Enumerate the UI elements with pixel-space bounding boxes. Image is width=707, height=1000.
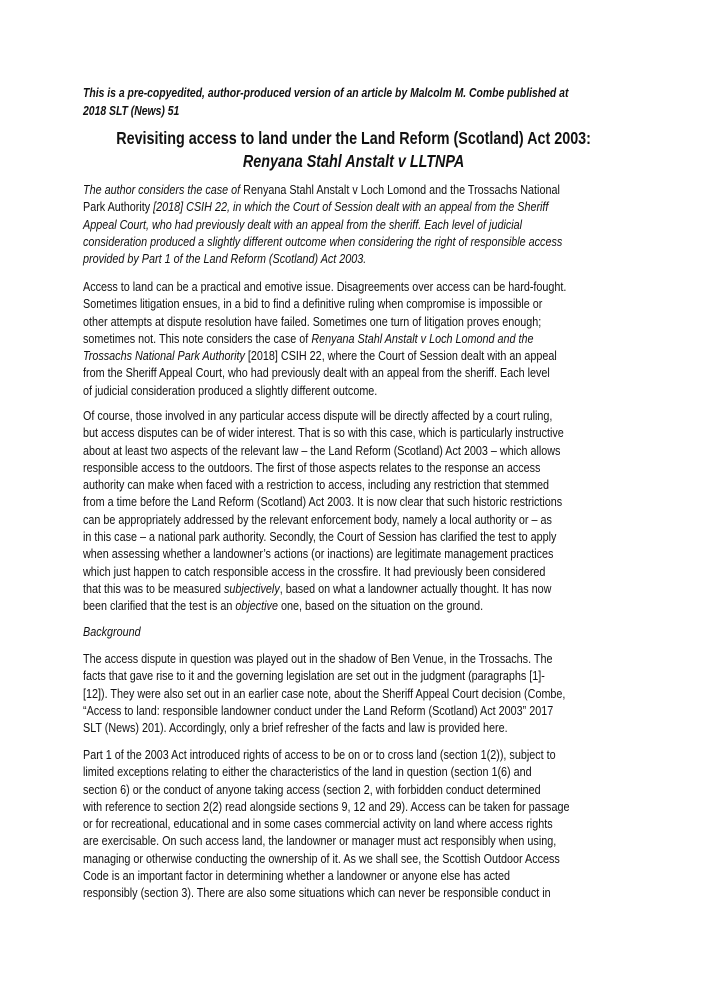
text-line [83, 216, 598, 233]
text-line [83, 884, 598, 901]
text-run: but access disputes can be of wider interest. That is so with this case, which is particularly instructive [83, 425, 564, 441]
text-run: of judicial consideration produced a slightly different outcome. [83, 382, 378, 398]
italic-text: Background [83, 624, 141, 639]
text-line [83, 580, 598, 597]
text-line [83, 719, 598, 736]
text-run: [12]). They were also set out in an earlier case note, about the Sheriff Appeal Court decision (Combe, [83, 685, 566, 701]
text-line [83, 181, 598, 198]
text-run: Access to land can be a practical and emotive issue. Disagreements over access can be hard-fought. [83, 279, 567, 294]
text-line [83, 347, 598, 364]
text-run: from the Sheriff Appeal Court, who had previously dealt with an appeal from the sheriff. Each level [83, 365, 550, 381]
text-line [83, 815, 598, 832]
text-line [83, 702, 598, 719]
text-line [83, 330, 598, 347]
italic-text: 2018 SLT (News) 51 [83, 103, 180, 118]
italic-text: provided by Part 1 of the Land Reform (Scotland) Act 2003. [83, 251, 367, 267]
text-line [83, 597, 598, 614]
text-line [83, 511, 598, 528]
text-line [83, 476, 598, 493]
text-run: from a time before the Land Reform (Scotland) Act 2003. It is now clear that such historic restrictions [83, 494, 563, 510]
text-run: Park Authority [83, 199, 151, 215]
text-run: can be appropriately addressed by the relevant enforcement body, namely a local authority or – as [83, 511, 552, 527]
text-line [83, 763, 598, 780]
text-line [83, 459, 598, 476]
italic-text: The author considers the case of [83, 182, 244, 197]
text-line [83, 424, 598, 441]
text-run: authority can make when faced with a restriction to access, including any restriction that stemmed [83, 477, 549, 493]
text-line [83, 278, 598, 295]
text-line [83, 102, 579, 120]
text-run: limited exceptions relating to either the characteristics of the land in question (section 1(6) and [83, 764, 532, 780]
paragraph-background [83, 650, 703, 736]
text-line [83, 295, 598, 312]
text-line [83, 528, 598, 545]
text-line [83, 233, 598, 250]
text-run: responsible access to the outdoors. The first of those aspects relates to the response an access [83, 459, 541, 475]
text-run: one, based on the situation on the ground. [277, 598, 484, 614]
paragraph-part-1 [83, 746, 703, 902]
text-run: other attempts at dispute resolution have failed. Sometimes one turn of litigation proves enough; [83, 313, 542, 329]
text-run: are exercisable. On such access land, the landowner or manager must act responsibly when using, [83, 833, 557, 849]
text-run: sometimes not. This note considers the case of [83, 330, 312, 346]
italic-text: objective [235, 598, 278, 614]
text-run: SLT (News) 201). Accordingly, only a brief refresher of the facts and law is provided here. [83, 720, 508, 736]
text-line [83, 198, 598, 215]
italic-text: Appeal Court, who had previously dealt with an appeal from the sheriff. Each level of judicial [83, 216, 523, 232]
text-line [83, 407, 598, 424]
text-line [83, 545, 598, 562]
italic-text: subjectively [223, 580, 280, 596]
italic-text: Trossachs National Park Authority [83, 348, 245, 364]
text-line [83, 781, 598, 798]
italic-text: [2018] CSIH 22, in which the Court of Session dealt with an appeal from the Sheriff [150, 199, 549, 215]
text-run: , based on what a landowner actually thought. It has now [279, 580, 552, 596]
text-run: which just happen to catch responsible access in the crossfire. It had previously been considered [83, 563, 546, 579]
text-line [83, 623, 598, 640]
text-line [83, 832, 598, 849]
text-run: that this was to be measured [83, 580, 224, 596]
text-run: Sometimes litigation ensues, in a bid to find a definitive ruling when compromise is impossible or [83, 296, 543, 312]
article-subtitle: Renyana Stahl Anstalt v LLTNPA [242, 151, 465, 171]
text-line [83, 364, 598, 381]
text-run: Renyana Stahl Anstalt v Loch Lomond and the Trossachs National [243, 182, 560, 197]
text-run: or for recreational, educational and in some cases commercial activity on land where access rights [83, 816, 553, 832]
abstract [83, 181, 703, 267]
text-line [83, 667, 598, 684]
italic-text: Renyana Stahl Anstalt v Loch Lomond and the [311, 330, 534, 346]
text-line [83, 650, 598, 667]
text-run: [2018] CSIH 22, where the Court of Session dealt with an appeal [244, 348, 557, 364]
text-run: managing or otherwise conducting the ownership of it. As we shall see, the Scottish Outdoor Access [83, 850, 560, 866]
text-run: facts that gave rise to it and the governing legislation are set out in the judgment (paragraphs [1]- [83, 668, 545, 684]
text-run: Part 1 of the 2003 Act introduced rights of access to be on or to cross land (section 1(2)), subject to [83, 747, 556, 762]
text-run: with reference to section 2(2) read alongside sections 9, 12 and 29). Access can be taken for passage [83, 798, 570, 814]
text-line [83, 250, 598, 267]
text-run: about at least two aspects of the relevant law – the Land Reform (Scotland) Act 2003 – which allows [83, 442, 561, 458]
text-run: responsibly (section 3). There are also some situations which can never be responsible conduct in [83, 885, 551, 901]
paragraph-intro [83, 278, 703, 399]
text-line [83, 850, 598, 867]
text-line [83, 798, 598, 815]
text-line [83, 685, 598, 702]
text-run: been clarified that the test is an [83, 598, 236, 614]
copyright-notice [83, 84, 703, 120]
text-run: in this case – a national park authority. Secondly, the Court of Session has clarified the test to apply [83, 529, 557, 545]
text-run: Of course, those involved in any particular access dispute will be directly affected by a court ruling, [83, 408, 553, 423]
text-line [83, 746, 598, 763]
text-line [83, 313, 598, 330]
text-line [83, 493, 598, 510]
text-line [83, 563, 598, 580]
text-run: when assessing whether a landowner’s actions (or inactions) are legitimate management practices [83, 546, 554, 562]
text-line [83, 867, 598, 884]
paragraph-wider-interest [83, 407, 703, 615]
text-run: The access dispute in question was played out in the shadow of Ben Venue, in the Trossachs. The [83, 651, 553, 666]
text-line [83, 442, 598, 459]
section-heading-background [83, 623, 703, 640]
text-run: “Access to land: responsible landowner conduct under the Land Reform (Scotland) Act 2003” 2017 [83, 702, 554, 718]
text-run: section 6) or the conduct of anyone taking access (section 2, with forbidden conduct determined [83, 781, 541, 797]
italic-text: This is a pre-copyedited, author-produced version of an article by Malcolm M. Combe published at [83, 85, 569, 100]
italic-text: consideration produced a slightly different outcome when considering the right of responsible access [83, 233, 563, 249]
text-run: Code is an important factor in determining whether a landowner or anyone else has acted [83, 868, 511, 884]
text-line [83, 382, 598, 399]
article-title: Revisiting access to land under the Land Reform (Scotland) Act 2003: [116, 128, 591, 148]
text-line [83, 84, 579, 102]
